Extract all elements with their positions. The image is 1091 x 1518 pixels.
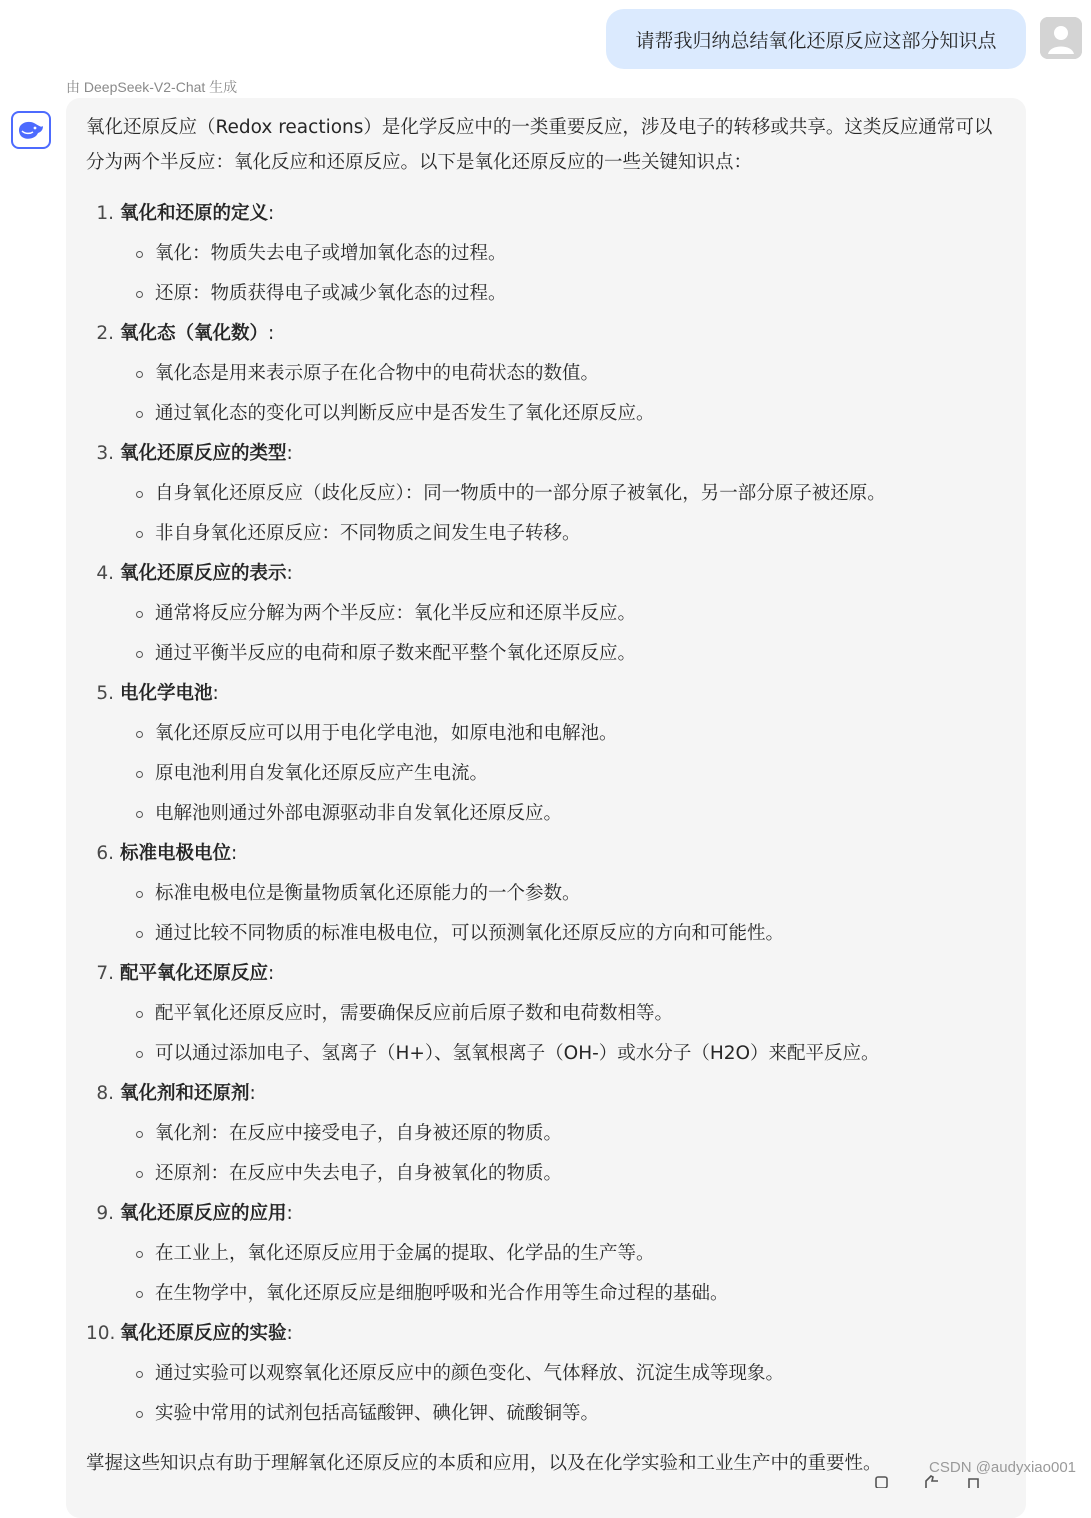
section-colon: : (231, 843, 238, 864)
section-heading (86, 554, 1006, 594)
thumbs-up-icon[interactable] (922, 1475, 940, 1488)
watermark: CSDN @audyxiao001 (929, 1459, 1076, 1476)
section-colon: : (286, 563, 293, 584)
section-number: 2. (96, 323, 114, 344)
bullet-list (86, 354, 1006, 434)
section-title: 配平氧化还原反应 (120, 963, 269, 984)
deepseek-whale-icon (11, 111, 51, 149)
section-number: 4. (96, 563, 114, 584)
regenerate-icon[interactable] (966, 1475, 984, 1488)
section-number: 8. (96, 1083, 114, 1104)
bullet-item: 通过氧化态的变化可以判断反应中是否发生了氧化还原反应。 (86, 394, 1006, 434)
section-item (86, 834, 1006, 954)
bullet-item: 在工业上，氧化还原反应用于金属的提取、化学品的生产等。 (86, 1234, 1006, 1274)
bullet-list (86, 474, 1006, 554)
bullet-item: 通过实验可以观察氧化还原反应中的颜色变化、气体释放、沉淀生成等现象。 (86, 1354, 1006, 1394)
section-item (86, 1194, 1006, 1314)
section-heading (86, 314, 1006, 354)
knowledge-point-list (86, 194, 1006, 1434)
bullet-item: 还原剂：在反应中失去电子，自身被氧化的物质。 (86, 1154, 1006, 1194)
section-colon: : (212, 683, 219, 704)
section-number: 3. (96, 443, 114, 464)
section-heading (86, 194, 1006, 234)
bullet-item: 通过比较不同物质的标准电极电位，可以预测氧化还原反应的方向和可能性。 (86, 914, 1006, 954)
model-label: 由 DeepSeek-V2-Chat 生成 (66, 79, 238, 95)
bullet-list (86, 234, 1006, 314)
section-number: 5. (96, 683, 114, 704)
section-colon: : (286, 1203, 293, 1224)
bullet-item: 自身氧化还原反应（歧化反应）：同一物质中的一部分原子被氧化，另一部分原子被还原。 (86, 474, 1006, 514)
section-heading (86, 1074, 1006, 1114)
bullet-list (86, 994, 1006, 1074)
section-number: 1. (96, 203, 114, 224)
section-title: 氧化剂和还原剂 (120, 1083, 250, 1104)
bullet-list (86, 1354, 1006, 1434)
bullet-list (86, 714, 1006, 834)
section-colon: : (286, 1323, 293, 1344)
bullet-item: 氧化：物质失去电子或增加氧化态的过程。 (86, 234, 1006, 274)
user-message-text: 请帮我归纳总结氧化还原反应这部分知识点 (635, 29, 997, 52)
section-colon: : (249, 1083, 256, 1104)
section-title: 标准电极电位 (120, 843, 232, 864)
bullet-item: 非自身氧化还原反应：不同物质之间发生电子转移。 (86, 514, 1006, 554)
bullet-list (86, 874, 1006, 954)
bullet-item: 标准电极电位是衡量物质氧化还原能力的一个参数。 (86, 874, 1006, 914)
assistant-answer (66, 98, 1026, 1518)
bullet-item: 氧化态是用来表示原子在化合物中的电荷状态的数值。 (86, 354, 1006, 394)
section-item (86, 554, 1006, 674)
section-heading (86, 674, 1006, 714)
bullet-item: 可以通过添加电子、氢离子（H+）、氢氧根离子（OH-）或水分子（H2O）来配平反应。 (86, 1034, 1006, 1074)
section-heading (86, 834, 1006, 874)
section-title: 氧化还原反应的类型 (120, 443, 287, 464)
answer-closing: 掌握这些知识点有助于理解氧化还原反应的本质和应用，以及在化学实验和工业生产中的重要性。 (86, 1453, 882, 1474)
bullet-list (86, 594, 1006, 674)
section-item (86, 194, 1006, 314)
bullet-item: 通过平衡半反应的电荷和原子数来配平整个氧化还原反应。 (86, 634, 1006, 674)
bullet-item: 在生物学中，氧化还原反应是细胞呼吸和光合作用等生命过程的基础。 (86, 1274, 1006, 1314)
bullet-item: 通常将反应分解为两个半反应：氧化半反应和还原半反应。 (86, 594, 1006, 634)
bullet-item: 电解池则通过外部电源驱动非自发氧化还原反应。 (86, 794, 1006, 834)
section-item (86, 434, 1006, 554)
section-heading (86, 954, 1006, 994)
section-colon: : (268, 963, 275, 984)
section-heading (86, 434, 1006, 474)
section-colon: : (286, 443, 293, 464)
section-item (86, 1314, 1006, 1434)
section-item (86, 954, 1006, 1074)
bullet-item: 实验中常用的试剂包括高锰酸钾、碘化钾、硫酸铜等。 (86, 1394, 1006, 1434)
section-title: 氧化还原反应的表示 (120, 563, 287, 584)
section-title: 氧化还原反应的实验 (120, 1323, 287, 1344)
section-heading (86, 1314, 1006, 1354)
bullet-item: 原电池利用自发氧化还原反应产生电流。 (86, 754, 1006, 794)
user-avatar-icon[interactable] (1040, 17, 1082, 59)
bullet-list (86, 1114, 1006, 1194)
bullet-item: 还原：物质获得电子或减少氧化态的过程。 (86, 274, 1006, 314)
section-colon: : (268, 323, 275, 344)
section-title: 氧化和还原的定义 (120, 203, 269, 224)
section-number: 10. (86, 1323, 116, 1344)
section-item (86, 1074, 1006, 1194)
section-number: 7. (96, 963, 114, 984)
section-number: 6. (96, 843, 114, 864)
bullet-list (86, 1234, 1006, 1314)
bullet-item: 氧化还原反应可以用于电化学电池，如原电池和电解池。 (86, 714, 1006, 754)
bullet-item: 氧化剂：在反应中接受电子，自身被还原的物质。 (86, 1114, 1006, 1154)
section-title: 电化学电池 (120, 683, 213, 704)
section-title: 氧化态（氧化数） (120, 323, 269, 344)
section-item (86, 314, 1006, 434)
section-title: 氧化还原反应的应用 (120, 1203, 287, 1224)
section-colon: : (268, 203, 275, 224)
answer-intro: 氧化还原反应（Redox reactions）是化学反应中的一类重要反应，涉及电子的转移或共享。这类反应通常可以分为两个半反应：氧化反应和还原反应。以下是氧化还原反应的一些关键知识点： (86, 117, 993, 173)
section-heading (86, 1194, 1006, 1234)
section-number: 9. (96, 1203, 114, 1224)
user-message-bubble (606, 9, 1026, 69)
bullet-item: 配平氧化还原反应时，需要确保反应前后原子数和电荷数相等。 (86, 994, 1006, 1034)
section-item (86, 674, 1006, 834)
copy-icon[interactable] (874, 1475, 892, 1488)
